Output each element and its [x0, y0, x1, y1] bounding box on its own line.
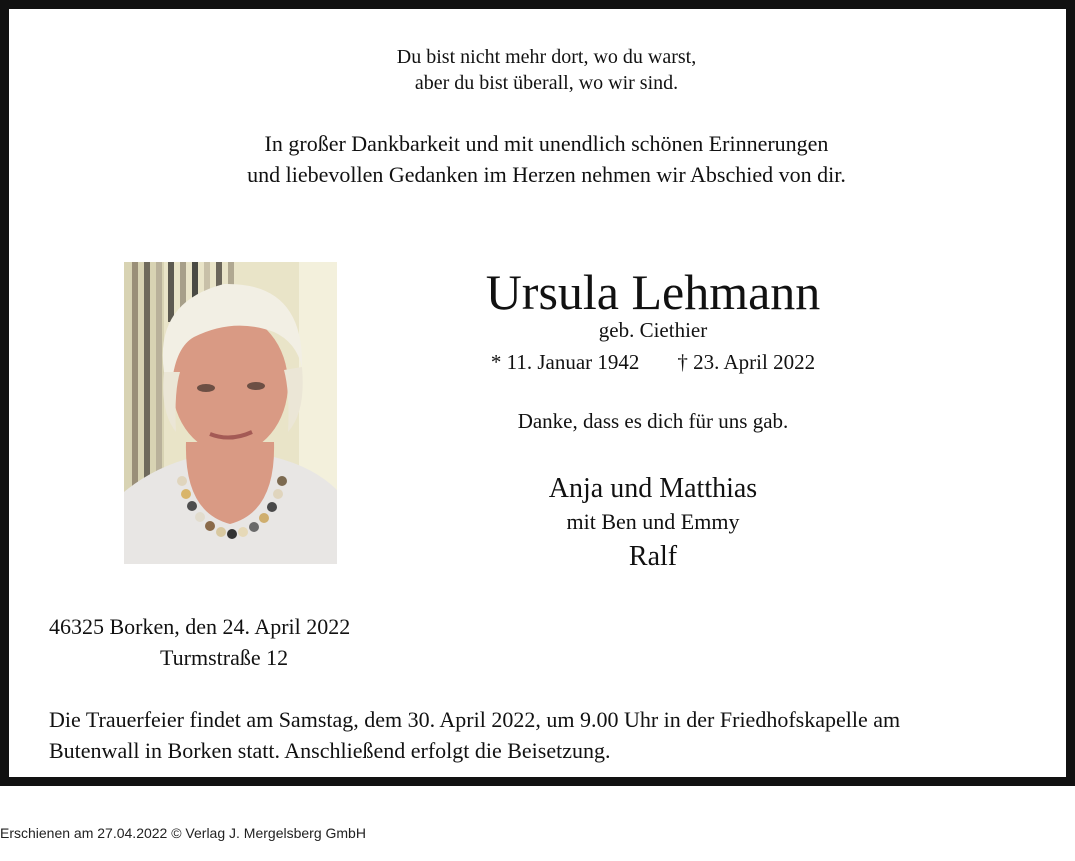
mourners: [352, 471, 954, 577]
death-date: † 23. April 2022: [677, 350, 816, 374]
portrait-image: [124, 262, 337, 564]
place-date: 46325 Borken, den 24. April 2022: [49, 614, 351, 639]
birth-date: * 11. Januar 1942: [490, 350, 640, 374]
birth-name: geb. Ciethier: [598, 318, 708, 342]
deceased-info: [352, 261, 954, 375]
mourner-family: mit Ben und Emmy: [566, 509, 740, 534]
poem-line: aber du bist überall, wo wir sind.: [414, 72, 679, 94]
poem: [9, 44, 1075, 96]
publication-footer: Erschienen am 27.04.2022 © Verlag J. Mergelsberg GmbH: [0, 825, 366, 841]
ceremony-line: Butenwall in Borken statt. Anschließend erfolgt die Beisetzung.: [49, 738, 611, 763]
farewell-line: und liebevollen Gedanken im Herzen nehmen wir Abschied von dir.: [247, 162, 846, 187]
street-address: Turmstraße 12: [160, 645, 289, 670]
poem-line: Du bist nicht mehr dort, wo du warst,: [396, 46, 697, 68]
ceremony-info: [49, 704, 1039, 766]
portrait-photo: [124, 262, 337, 564]
mourner-primary: Anja und Matthias: [548, 473, 758, 504]
deceased-name: Ursula Lehmann: [485, 264, 821, 320]
life-dates: [352, 349, 954, 375]
thanks-text: Danke, dass es dich für uns gab.: [517, 409, 789, 433]
ceremony-line: Die Trauerfeier findet am Samstag, dem 30. April 2022, um 9.00 Uhr in der Friedhofskapelle am: [49, 707, 901, 732]
mourner-secondary: Ralf: [628, 541, 678, 572]
farewell-line: In großer Dankbarkeit und mit unendlich schönen Erinnerungen: [264, 131, 829, 156]
farewell-text: [9, 128, 1075, 190]
